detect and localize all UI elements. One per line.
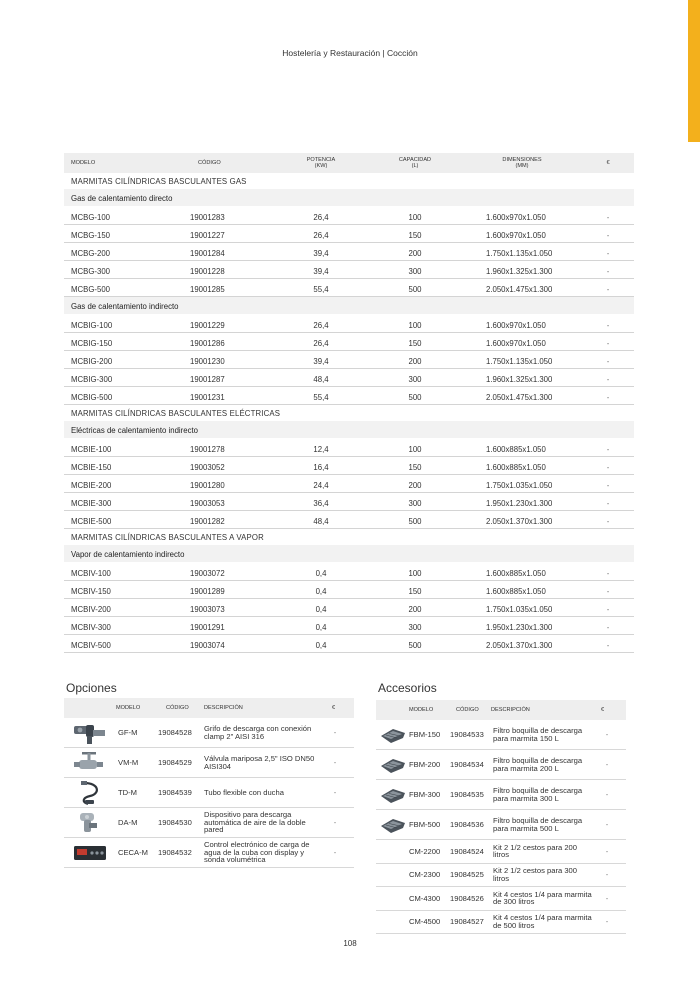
col-potencia-label: POTENCIA [306, 156, 336, 163]
cell-descripcion: Kit 4 cestos 1/4 para marmita de 500 litros [493, 913, 592, 930]
accesorios-header [376, 700, 626, 720]
cell-codigo: 19001227 [190, 231, 225, 240]
cell-capacidad: 500 [408, 285, 422, 294]
cell-dimensiones: 1.600x885x1.050 [486, 445, 546, 454]
cell-dimensiones: 1.600x970x1.050 [486, 231, 546, 240]
page-number: 108 [343, 939, 357, 948]
cell-capacidad: 150 [408, 587, 422, 596]
cell-codigo: 19001284 [190, 249, 225, 258]
col-dimensiones [462, 157, 582, 170]
cell-codigo: 19003073 [190, 605, 225, 614]
cell-precio: - [606, 481, 610, 490]
cell-potencia: 39,4 [313, 267, 329, 276]
cell-modelo: MCBIE-200 [71, 481, 112, 490]
cell-precio: - [606, 641, 610, 650]
cell-descripcion: Tubo flexible con ducha [204, 787, 284, 797]
table-row [64, 748, 354, 778]
cell-modelo: MCBIV-300 [71, 623, 111, 632]
cell-potencia: 39,4 [313, 357, 329, 366]
page-header: Hostelería y Restauración | Cocción [282, 48, 418, 58]
cell-potencia: 48,4 [313, 517, 329, 526]
table-row [64, 369, 634, 387]
cell-modelo: MCBIV-500 [71, 641, 111, 650]
cell-capacidad: 150 [408, 339, 422, 348]
table-row [64, 261, 634, 279]
cell-modelo: DA-M [118, 818, 138, 827]
cell-potencia: 12,4 [313, 445, 329, 454]
cell-modelo: MCBG-150 [71, 231, 110, 240]
cell-codigo: 19084536 [450, 820, 484, 829]
cell-descripcion: Filtro boquilla de descarga para marmita 300 L [493, 785, 583, 803]
cell-potencia: 26,4 [313, 339, 329, 348]
cell-modelo: CM-4500 [409, 917, 441, 927]
cell-dimensiones: 1.750x1.135x1.050 [486, 249, 553, 258]
cell-capacidad: 500 [408, 641, 422, 650]
cell-precio: - [606, 605, 610, 614]
cell-modelo: MCBIV-150 [71, 587, 111, 596]
cell-modelo: FBM-500 [409, 820, 441, 829]
cell-precio: - [606, 339, 610, 348]
cell-capacidad: 100 [408, 569, 422, 578]
cell-potencia: 16,4 [313, 463, 329, 472]
opciones-header [64, 698, 354, 718]
air-discharge-icon [64, 810, 116, 836]
section-title: MARMITAS CILÍNDRICAS BASCULANTES ELÉCTRICAS [71, 408, 281, 418]
cell-potencia: 0,4 [315, 623, 327, 632]
table-row [376, 780, 626, 810]
cell-modelo: MCBG-300 [71, 267, 110, 276]
col-capacidad-label: CAPACIDAD [398, 156, 432, 163]
cell-potencia: 39,4 [313, 249, 329, 258]
cell-capacidad: 200 [408, 249, 422, 258]
cell-precio: - [333, 728, 337, 737]
table-row [64, 243, 634, 261]
table-header [64, 153, 634, 173]
table-row [64, 225, 634, 243]
cell-precio: - [606, 375, 610, 384]
cell-codigo: 19084527 [450, 917, 484, 927]
cell-precio: - [605, 820, 609, 829]
cell-dimensiones: 1.600x885x1.050 [486, 463, 546, 472]
cell-potencia: 36,4 [313, 499, 329, 508]
table-row [376, 887, 626, 911]
cell-codigo: 19001287 [190, 375, 225, 384]
cell-capacidad: 500 [408, 517, 422, 526]
cell-modelo: MCBIE-150 [71, 463, 112, 472]
cell-precio: - [606, 231, 610, 240]
cell-modelo: MCBIE-100 [71, 445, 112, 454]
cell-modelo: MCBIV-100 [71, 569, 111, 578]
cell-modelo: MCBIG-300 [71, 375, 113, 384]
table-row [64, 599, 634, 617]
table-row [64, 387, 634, 405]
table-row [64, 315, 634, 333]
cell-potencia: 0,4 [315, 569, 327, 578]
cell-modelo: CM-4300 [409, 893, 441, 903]
col-dimensiones-label: DIMENSIONES [502, 156, 542, 163]
table-row [64, 475, 634, 493]
cell-codigo: 19084532 [158, 848, 192, 857]
cell-modelo: FBM-200 [409, 760, 441, 769]
cell-codigo: 19003072 [190, 569, 225, 578]
col-potencia-unit: (KW) [314, 163, 328, 169]
cell-codigo: 19084529 [158, 758, 192, 767]
cell-potencia: 26,4 [313, 213, 329, 222]
cell-dimensiones: 1.600x885x1.050 [486, 587, 546, 596]
table-row [376, 810, 626, 840]
col-modelo: MODELO [71, 159, 96, 166]
cell-modelo: FBM-150 [409, 730, 441, 739]
subsection-title: Vapor de calentamiento indirecto [64, 545, 634, 562]
table-row [64, 511, 634, 529]
cell-descripcion: Kit 2 1/2 cestos para 300 litros [493, 866, 578, 883]
col-capacidad-unit: (L) [411, 163, 419, 169]
cell-codigo: 19084535 [450, 790, 484, 799]
cell-dimensiones: 2.050x1.475x1.300 [486, 393, 553, 402]
opciones-col-modelo: MODELO [116, 705, 141, 711]
cell-descripcion: Válvula mariposa 2,5" ISO DN50 AISI304 [204, 753, 315, 771]
cell-potencia: 24,4 [313, 481, 329, 490]
col-codigo: CÓDIGO [198, 159, 221, 166]
spout-filter-icon [376, 754, 409, 776]
cell-modelo: CM-2300 [409, 870, 441, 880]
row-group [64, 206, 634, 297]
cell-descripcion: Filtro boquilla de descarga para marmita 500 L [493, 815, 583, 833]
section-title: MARMITAS CILÍNDRICAS BASCULANTES A VAPOR [71, 532, 264, 542]
cell-descripcion: Dispositivo para descarga automática de aire de la doble pared [204, 810, 306, 835]
col-dimensiones-unit: (MM) [515, 163, 529, 169]
section-title: MARMITAS CILÍNDRICAS BASCULANTES GAS [71, 176, 247, 186]
col-potencia [274, 157, 368, 170]
cell-modelo: MCBIG-150 [71, 339, 113, 348]
table-row [64, 333, 634, 351]
table-row [64, 493, 634, 511]
table-row [64, 808, 354, 838]
cell-dimensiones: 2.050x1.370x1.300 [486, 517, 553, 526]
accesorios-col-euro: € [601, 707, 605, 713]
table-row [376, 720, 626, 750]
cell-codigo: 19001291 [190, 623, 225, 632]
cell-descripcion: Kit 4 cestos 1/4 para marmita de 300 litros [493, 889, 592, 907]
table-row [376, 840, 626, 864]
cell-codigo: 19001229 [190, 321, 225, 330]
row-group [64, 562, 634, 653]
cell-potencia: 0,4 [315, 587, 327, 596]
table-row [64, 563, 634, 581]
cell-precio: - [606, 623, 610, 632]
cell-precio: - [605, 760, 609, 769]
cell-dimensiones: 1.750x1.035x1.050 [486, 605, 553, 614]
table-row [64, 617, 634, 635]
cell-modelo: MCBIV-200 [71, 605, 111, 614]
cell-descripcion: Filtro boquilla de descarga para marmita 150 L [493, 725, 583, 743]
cell-precio: - [606, 569, 610, 578]
cell-dimensiones: 1.600x885x1.050 [486, 569, 546, 578]
cell-capacidad: 300 [408, 267, 422, 276]
cell-capacidad: 100 [408, 321, 422, 330]
cell-precio: - [606, 213, 610, 222]
cell-precio: - [606, 463, 610, 472]
cell-potencia: 55,4 [313, 285, 329, 294]
cell-codigo: 19003052 [190, 463, 225, 472]
table-row [376, 911, 626, 935]
table-row [64, 439, 634, 457]
cell-precio: - [606, 249, 610, 258]
cell-descripcion: Kit 2 1/2 cestos para 200 litros [493, 842, 578, 860]
cell-dimensiones: 1.600x970x1.050 [486, 213, 546, 222]
accesorios-table [376, 700, 626, 934]
cell-codigo: 19001286 [190, 339, 225, 348]
cell-capacidad: 200 [408, 481, 422, 490]
cell-potencia: 55,4 [313, 393, 329, 402]
cell-codigo: 19001285 [190, 285, 225, 294]
cell-capacidad: 150 [408, 463, 422, 472]
cell-codigo: 19001230 [190, 357, 225, 366]
cell-codigo: 19084528 [158, 728, 192, 737]
cell-capacidad: 200 [408, 605, 422, 614]
cell-potencia: 48,4 [313, 375, 329, 384]
cell-potencia: 26,4 [313, 231, 329, 240]
cell-codigo: 19084533 [450, 730, 484, 739]
cell-precio: - [333, 818, 337, 827]
cell-descripcion: Filtro boquilla de descarga para marmita 200 L [493, 755, 583, 773]
cell-precio: - [605, 917, 609, 927]
cell-modelo: VM-M [118, 758, 139, 767]
table-row [376, 864, 626, 888]
cell-precio: - [333, 788, 337, 797]
cell-capacidad: 100 [408, 445, 422, 454]
opciones-col-descripcion: DESCRIPCIÓN [204, 705, 243, 711]
table-body [64, 173, 634, 653]
cell-modelo: MCBIG-100 [71, 321, 113, 330]
accesorios-col-codigo: CÓDIGO [456, 707, 479, 713]
cell-modelo: MCBIE-300 [71, 499, 112, 508]
cell-capacidad: 300 [408, 499, 422, 508]
cell-modelo: MCBIG-200 [71, 357, 113, 366]
table-row [64, 351, 634, 369]
cell-codigo: 19001278 [190, 445, 225, 454]
opciones-title: Opciones [66, 681, 117, 695]
cell-codigo: 19001280 [190, 481, 225, 490]
cell-capacidad: 150 [408, 231, 422, 240]
cell-potencia: 26,4 [313, 321, 329, 330]
cell-dimensiones: 1.600x970x1.050 [486, 339, 546, 348]
spout-filter-icon [376, 724, 409, 746]
opciones-table [64, 698, 354, 868]
cell-codigo: 19001289 [190, 587, 225, 596]
cell-potencia: 0,4 [315, 641, 327, 650]
cell-descripcion: Control electrónico de carga de agua de la cuba con display y sonda volumétrica [204, 840, 310, 865]
row-group [64, 314, 634, 405]
cell-codigo: 19001228 [190, 267, 225, 276]
cell-modelo: GF-M [118, 728, 138, 737]
cell-capacidad: 100 [408, 213, 422, 222]
cell-capacidad: 500 [408, 393, 422, 402]
cell-codigo: 19084526 [450, 893, 484, 903]
control-panel-icon [64, 840, 116, 866]
cell-codigo: 19003053 [190, 499, 225, 508]
cell-dimensiones: 1.950x1.230x1.300 [486, 623, 553, 632]
accesorios-col-descripcion: DESCRIPCIÓN [491, 707, 530, 713]
subsection-title: Gas de calentamiento directo [64, 189, 634, 206]
cell-precio: - [333, 848, 337, 857]
cell-dimensiones: 1.750x1.035x1.050 [486, 481, 553, 490]
spout-filter-icon [376, 784, 409, 806]
cell-precio: - [606, 587, 610, 596]
cell-precio: - [333, 758, 337, 767]
subsection-title: Eléctricas de calentamiento indirecto [64, 421, 634, 438]
cell-precio: - [606, 517, 610, 526]
cell-modelo: CECA-M [118, 848, 148, 857]
cell-precio: - [605, 790, 609, 799]
table-row [64, 778, 354, 808]
opciones-col-euro: € [332, 705, 336, 711]
shower-hose-icon [64, 780, 116, 806]
cell-capacidad: 200 [408, 357, 422, 366]
cell-precio: - [606, 393, 610, 402]
table-row [64, 635, 634, 653]
table-row [64, 718, 354, 748]
cell-codigo: 19084534 [450, 760, 484, 769]
row-group [64, 438, 634, 529]
table-row [64, 457, 634, 475]
cell-codigo: 19084530 [158, 818, 192, 827]
cell-codigo: 19001282 [190, 517, 225, 526]
cell-dimensiones: 1.960x1.325x1.300 [486, 375, 553, 384]
cell-precio: - [606, 321, 610, 330]
table-row [64, 207, 634, 225]
cell-dimensiones: 1.960x1.325x1.300 [486, 267, 553, 276]
col-euro: € [606, 159, 610, 166]
cell-codigo: 19001231 [190, 393, 225, 402]
cell-capacidad: 300 [408, 623, 422, 632]
cell-modelo: CM-2200 [409, 846, 441, 856]
cell-codigo: 19084525 [450, 870, 484, 880]
cell-modelo: TD-M [118, 788, 137, 797]
cell-precio: - [605, 870, 609, 880]
cell-descripcion: Grifo de descarga con conexión clamp 2" AISI 316 [204, 723, 312, 741]
cell-modelo: MCBG-100 [71, 213, 110, 222]
cell-dimensiones: 2.050x1.370x1.300 [486, 641, 553, 650]
cell-dimensiones: 1.950x1.230x1.300 [486, 499, 553, 508]
cell-precio: - [606, 499, 610, 508]
cell-modelo: MCBG-500 [71, 285, 110, 294]
col-capacidad [368, 157, 462, 170]
accesorios-title: Accesorios [378, 681, 437, 695]
cell-modelo: MCBIE-500 [71, 517, 112, 526]
cell-codigo: 19084524 [450, 846, 484, 856]
cell-codigo: 19003074 [190, 641, 225, 650]
table-row [64, 838, 354, 868]
opciones-body [64, 718, 354, 868]
table-row [376, 750, 626, 780]
subsection-title: Gas de calentamiento indirecto [64, 297, 634, 314]
cell-codigo: 19001283 [190, 213, 225, 222]
cell-modelo: FBM-300 [409, 790, 441, 799]
marmitas-table [64, 153, 634, 653]
cell-precio: - [605, 893, 609, 903]
accesorios-col-modelo: MODELO [409, 707, 434, 713]
cell-dimensiones: 1.600x970x1.050 [486, 321, 546, 330]
cell-potencia: 0,4 [315, 605, 327, 614]
spout-filter-icon [376, 814, 409, 836]
opciones-col-codigo: CÓDIGO [166, 705, 189, 711]
chapter-tab [688, 0, 700, 142]
cell-precio: - [606, 445, 610, 454]
cell-dimensiones: 2.050x1.475x1.300 [486, 285, 553, 294]
cell-precio: - [605, 730, 609, 739]
drain-valve-icon [64, 720, 116, 746]
cell-capacidad: 300 [408, 375, 422, 384]
cell-modelo: MCBG-200 [71, 249, 110, 258]
butterfly-valve-icon [64, 750, 116, 776]
cell-precio: - [606, 285, 610, 294]
cell-precio: - [606, 267, 610, 276]
cell-modelo: MCBIG-500 [71, 393, 113, 402]
cell-dimensiones: 1.750x1.135x1.050 [486, 357, 553, 366]
table-row [64, 279, 634, 297]
table-row [64, 581, 634, 599]
accesorios-body [376, 720, 626, 934]
cell-precio: - [605, 846, 609, 856]
cell-codigo: 19084539 [158, 788, 192, 797]
cell-precio: - [606, 357, 610, 366]
